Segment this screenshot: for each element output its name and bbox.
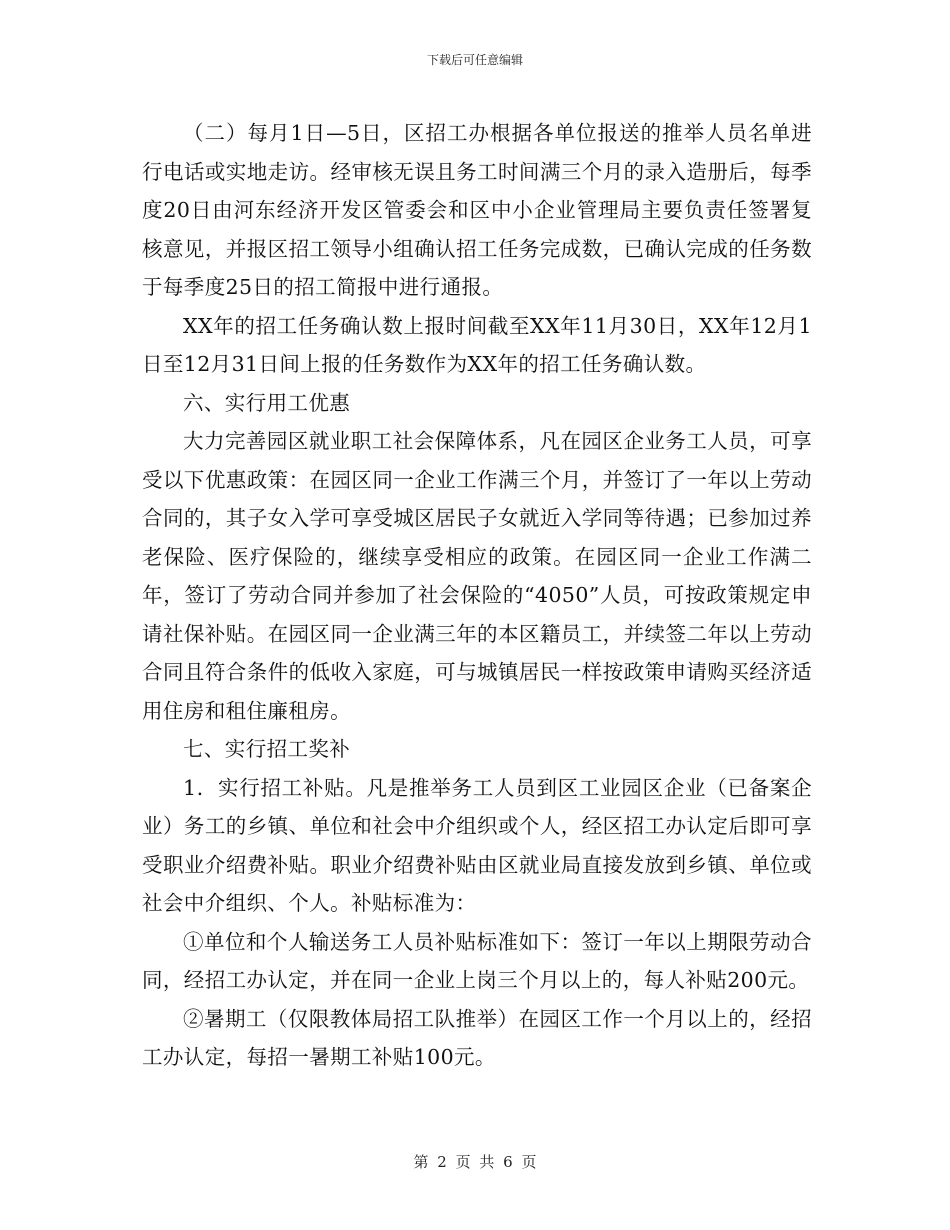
page-header: 下载后可任意编辑 — [426, 53, 523, 67]
paragraph-subsidy-standard-1: ①单位和个人输送务工人员补贴标准如下：签订一年以上期限劳动合同，经招工办认定，并在同一企业上岗三个月以上的，每人补贴200元。 — [142, 929, 812, 992]
section-heading-employment-benefits: 六、实行用工优惠 — [183, 390, 351, 415]
document-body — [142, 114, 812, 1077]
paragraph-recruitment-subsidy: 1．实行招工补贴。凡是推举务工人员到区工业园区企业（已备案企业）务工的乡镇、单位和社会中介组织或个人，经区招工办认定后即可享受职业介绍费补贴。职业介绍费补贴由区就业局直接发放到乡镇、单位或社会中介组织、个人。补贴标准为： — [142, 775, 812, 915]
paragraph-social-security: 大力完善园区就业职工社会保障体系，凡在园区企业务工人员，可享受以下优惠政策：在园区同一企业工作满三个月，并签订了一年以上劳动合同的，其子女入学可享受城区居民子女就近入学同等待遇；已参加过养老保险、医疗保险的，继续享受相应的政策。在园区同一企业工作满二年，签订了劳动合同并参加了社会保险的“4050”人员，可按政策规定申请社保补贴。在园区同一企业满三年的本区籍员工，并续签二年以上劳动合同且符合条件的低收入家庭，可与城镇居民一样按政策申请购买经济适用住房和租住廉租房。 — [142, 429, 812, 723]
section-heading-recruitment-rewards: 七、实行招工奖补 — [183, 737, 351, 761]
paragraph-review-process: （二）每月1日—5日，区招工办根据各单位报送的推举人员名单进行电话或实地走访。经审核无误且务工时间满三个月的录入造册后，每季度20日由河东经济开发区管委会和区中小企业管理局主要负责任签署复核意见，并报区招工领导小组确认招工任务完成数，已确认完成的任务数于每季度25日的招工简报中进行通报。 — [142, 121, 812, 299]
page-number: 第 2 页 共 6 页 — [413, 1153, 537, 1171]
paragraph-reporting-deadline: XX年的招工任务确认数上报时间截至XX年11月30日，XX年12月1日至12月31日间上报的任务数作为XX年的招工任务确认数。 — [142, 313, 812, 376]
paragraph-subsidy-standard-2: ②暑期工（仅限教体局招工队推举）在园区工作一个月以上的，经招工办认定，每招一暑期工补贴100元。 — [142, 1006, 812, 1069]
